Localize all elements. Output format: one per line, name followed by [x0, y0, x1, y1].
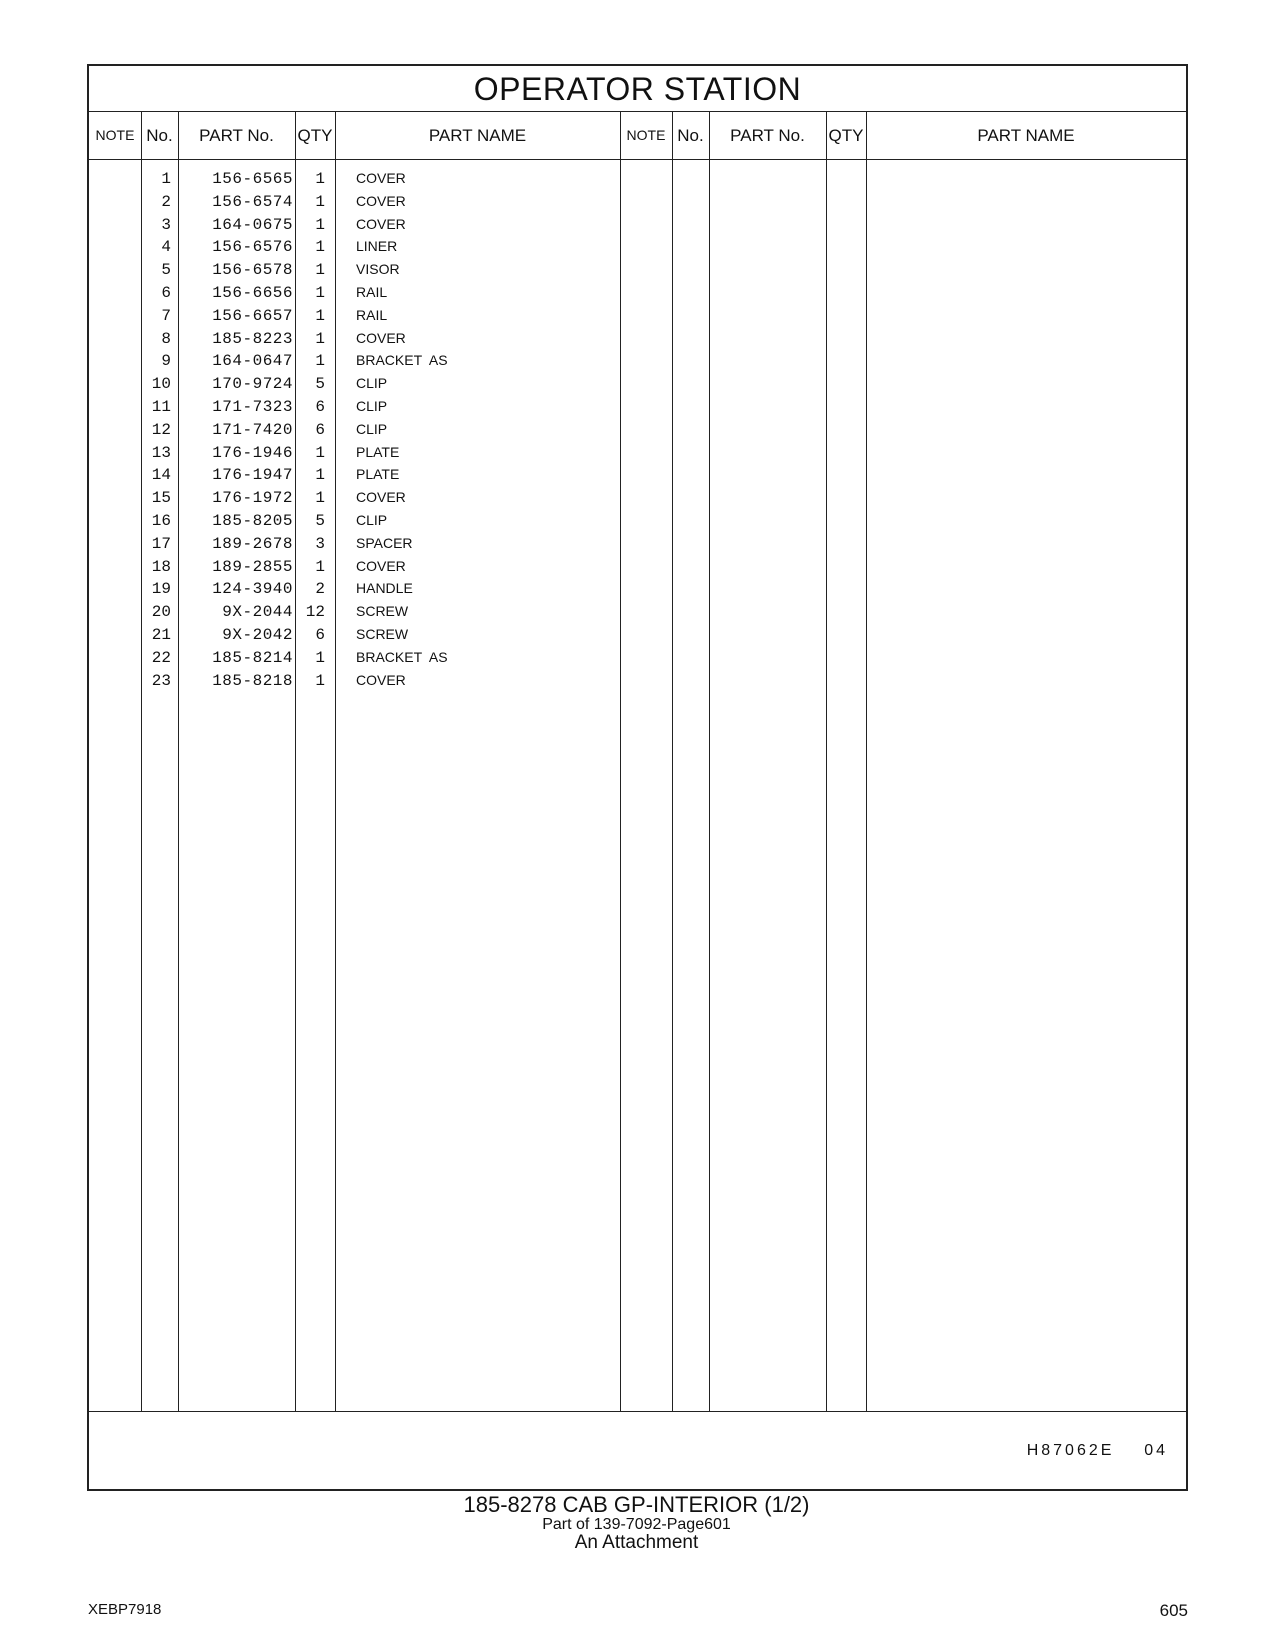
table-row	[89, 442, 709, 465]
caption-title: 185-8278 CAB GP-INTERIOR (1/2)	[463, 1492, 810, 1517]
part-number: 164-0647	[212, 352, 293, 371]
quantity: 1	[315, 352, 325, 371]
part-number: 171-7323	[212, 398, 293, 416]
table-row	[89, 487, 709, 510]
part-name: SPACER	[356, 534, 413, 551]
item-number: 21	[151, 626, 171, 644]
header-part-no-left: PART No.	[199, 126, 274, 145]
header-part-name-left: PART NAME	[428, 126, 527, 145]
part-name: PLATE	[356, 443, 400, 460]
part-number: 185-8218	[212, 671, 293, 690]
table-header	[89, 112, 1186, 160]
quantity: 1	[315, 557, 325, 576]
header-no-left: No.	[146, 126, 173, 145]
table-row	[89, 510, 709, 533]
item-number: 10	[151, 375, 171, 394]
header-no-right: No.	[677, 126, 704, 145]
quantity: 1	[315, 192, 325, 211]
part-name: COVER	[356, 170, 406, 186]
quantity: 1	[315, 170, 325, 188]
item-number: 12	[151, 420, 171, 439]
part-name: COVER	[356, 215, 406, 232]
header-part-no-right: PART No.	[730, 126, 805, 145]
part-number: 189-2678	[212, 534, 293, 553]
table-row	[89, 214, 709, 237]
item-number: 15	[151, 489, 171, 508]
quantity: 6	[315, 398, 325, 416]
part-name: COVER	[356, 557, 406, 574]
part-number: 156-6576	[212, 238, 293, 257]
table-row	[89, 419, 709, 442]
quantity: 1	[315, 306, 325, 325]
part-name: CLIP	[356, 398, 388, 414]
caption-subtitle: Part of 139-7092-Page601	[542, 1516, 731, 1533]
sheet-title: OPERATOR STATION	[89, 66, 1186, 112]
part-name: COVER	[356, 489, 406, 506]
item-number: 8	[161, 329, 171, 348]
item-number: 5	[161, 261, 171, 280]
part-name: COVER	[356, 192, 406, 209]
page-number: 605	[1159, 1601, 1188, 1620]
item-number: 20	[151, 603, 171, 622]
table-row	[89, 236, 709, 259]
part-number: 176-1946	[212, 443, 293, 462]
table-row	[89, 396, 709, 419]
part-name: PLATE	[356, 466, 400, 483]
part-number: 156-6565	[212, 170, 293, 188]
part-name: CLIP	[356, 375, 388, 392]
item-number: 16	[151, 512, 171, 530]
item-number: 3	[161, 215, 171, 234]
quantity: 5	[315, 512, 325, 530]
part-name: HANDLE	[356, 580, 413, 597]
table-row	[89, 328, 709, 351]
table-row	[89, 556, 709, 579]
item-number: 18	[151, 557, 171, 576]
quantity: 3	[315, 534, 325, 553]
table-row	[89, 601, 709, 624]
part-name: SCREW	[356, 626, 409, 642]
column-rule	[826, 112, 827, 1411]
quantity: 1	[315, 443, 325, 462]
quantity: 1	[315, 238, 325, 257]
quantity: 1	[315, 648, 325, 667]
part-number: 9X-2042	[222, 626, 293, 644]
part-number: 170-9724	[212, 375, 293, 394]
item-number: 9	[161, 352, 171, 371]
table-bottom-rule	[89, 1411, 1186, 1412]
table-row	[89, 578, 709, 601]
part-name: COVER	[356, 671, 406, 688]
part-name: RAIL	[356, 306, 388, 323]
part-name: CLIP	[356, 512, 388, 528]
quantity: 1	[315, 466, 325, 485]
quantity: 12	[305, 603, 325, 622]
item-number: 11	[151, 398, 171, 416]
part-number: 164-0675	[212, 215, 293, 234]
part-number: 156-6574	[212, 192, 293, 211]
quantity: 1	[315, 284, 325, 302]
table-row	[89, 670, 709, 693]
table-row	[89, 647, 709, 670]
table-row	[89, 350, 709, 373]
table-row	[89, 305, 709, 328]
part-name: BRACKET AS	[356, 648, 448, 665]
part-number: 156-6657	[212, 306, 293, 325]
quantity: 1	[315, 261, 325, 280]
item-number: 4	[161, 238, 171, 257]
part-name: CLIP	[356, 420, 388, 437]
item-number: 6	[161, 284, 171, 302]
caption-attachment: An Attachment	[574, 1532, 699, 1553]
item-number: 13	[151, 443, 171, 462]
header-note-left: NOTE	[95, 127, 135, 143]
table-row	[89, 373, 709, 396]
part-number: 189-2855	[212, 557, 293, 576]
column-rule	[866, 112, 867, 1411]
item-number: 23	[151, 671, 171, 690]
part-number: 185-8223	[212, 329, 293, 348]
item-number: 22	[151, 648, 171, 667]
table-row	[89, 464, 709, 487]
part-number: 9X-2044	[222, 603, 293, 622]
part-name: COVER	[356, 329, 406, 346]
header-part-name-right: PART NAME	[977, 126, 1075, 145]
quantity: 1	[315, 329, 325, 348]
table-row	[89, 259, 709, 282]
quantity: 5	[315, 375, 325, 394]
quantity: 1	[315, 671, 325, 690]
part-number: 185-8214	[212, 648, 293, 667]
item-number: 17	[151, 534, 171, 553]
part-number: 185-8205	[212, 512, 293, 530]
table-row	[89, 624, 709, 647]
parts-sheet	[87, 64, 1188, 1491]
part-name: LINER	[356, 238, 398, 255]
part-name: RAIL	[356, 284, 388, 300]
item-number: 1	[161, 170, 171, 188]
part-number: 156-6578	[212, 261, 293, 280]
document-code: XEBP7918	[88, 1601, 162, 1618]
part-name: VISOR	[356, 261, 400, 278]
header-note-right: NOTE	[626, 127, 666, 143]
quantity: 1	[315, 215, 325, 234]
item-number: 14	[151, 466, 171, 485]
part-name: SCREW	[356, 603, 409, 620]
quantity: 6	[315, 420, 325, 439]
quantity: 1	[315, 489, 325, 508]
part-number: 156-6656	[212, 284, 293, 302]
item-number: 2	[161, 192, 171, 211]
column-rule	[709, 112, 710, 1411]
header-qty-left: QTY	[297, 126, 333, 145]
table-row	[89, 533, 709, 556]
part-number: 176-1972	[212, 489, 293, 508]
sheet-code: H87062E 04	[1026, 1442, 1168, 1459]
quantity: 6	[315, 626, 325, 644]
table-row	[89, 282, 709, 305]
part-number: 176-1947	[212, 466, 293, 485]
table-row	[89, 168, 709, 191]
part-number: 124-3940	[212, 580, 293, 599]
part-number: 171-7420	[212, 420, 293, 439]
quantity: 2	[315, 580, 325, 599]
part-name: BRACKET AS	[356, 352, 448, 369]
item-number: 7	[161, 306, 171, 325]
item-number: 19	[151, 580, 171, 599]
table-row	[89, 191, 709, 214]
header-qty-right: QTY	[828, 126, 864, 145]
